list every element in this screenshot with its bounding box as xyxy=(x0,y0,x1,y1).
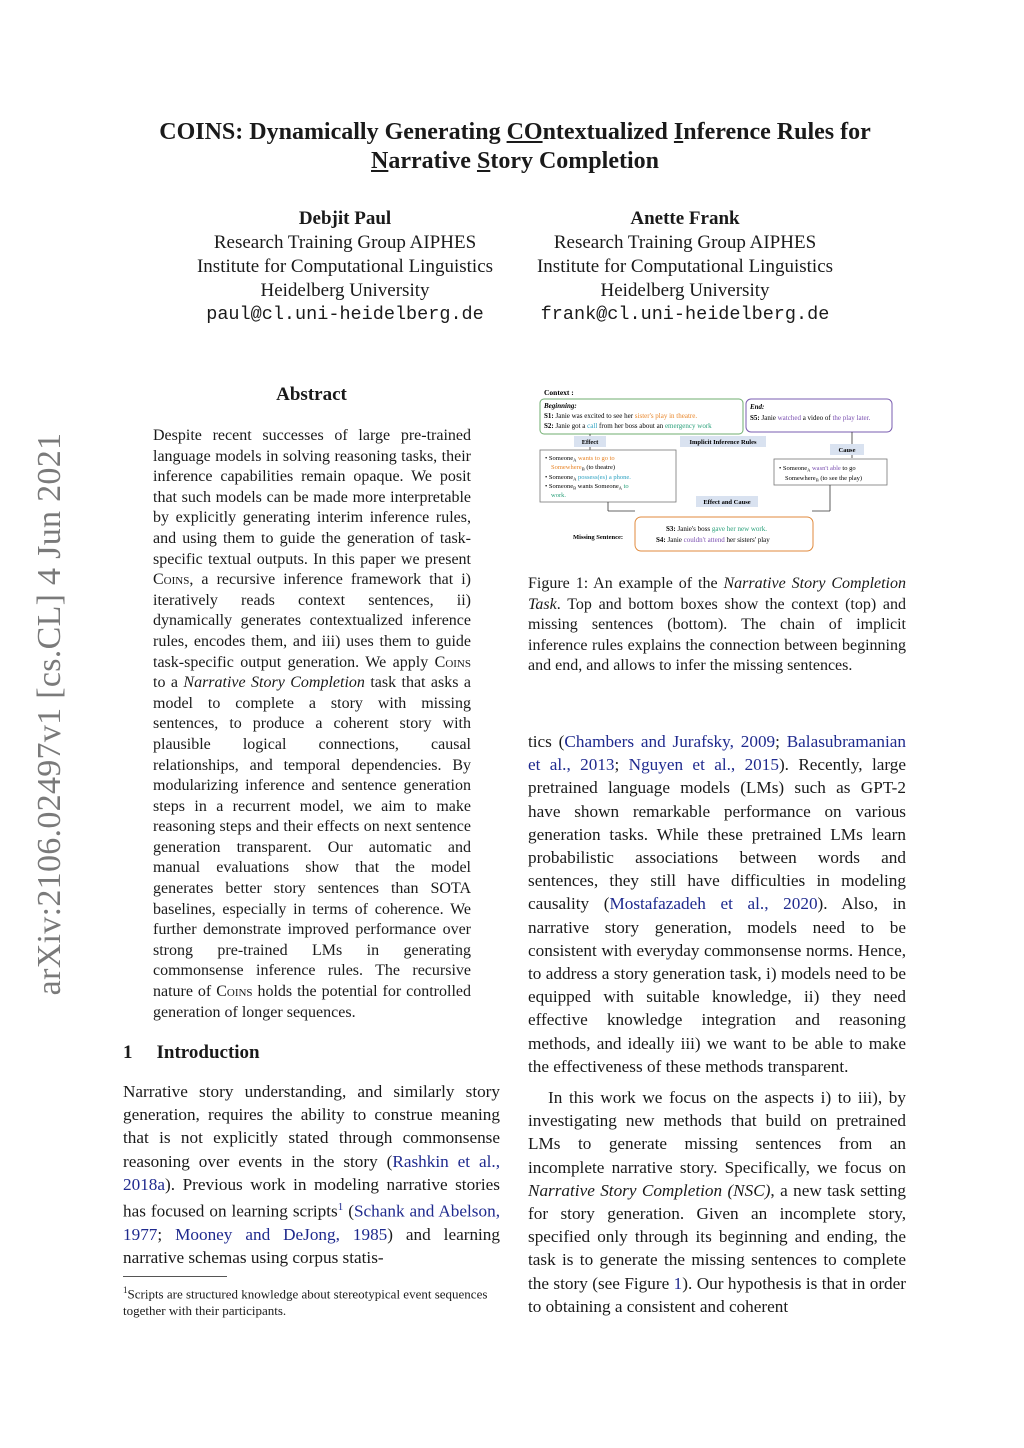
intro-paragraph-left: Narrative story understanding, and similarly story generation, requires the ability to construe meaning that is not explicitly stated through commonsense reasoning over events in the story (Rashkin et al., 2018a). Previous work in modeling narrative stories has focused on learning scripts$^1$ (Schank and Abelson, 1977; Mooney and DeJong, 1985) and learning narrative schemas using corpus statis- xyxy=(123,1082,500,1268)
effect-bullet-1: • Someone$_A$ wants to go to xyxy=(545,455,615,463)
author-name: Debjit Paul xyxy=(298,208,392,229)
paper-title xyxy=(100,118,930,176)
implicit-rules-label: Implicit Inference Rules xyxy=(689,439,757,446)
title-line-2: Narrative Story Completion xyxy=(371,148,659,174)
citation-link[interactable]: Schank and Abelson, 1977 xyxy=(123,1201,500,1244)
figure-caption: Figure 1: An example of the Narrative Story Completion Task. Top and bottom boxes show the context (top) and missing sentences (bottom). The chain of implicit inference rules explains the connection between beginning and end, and allows to infer the missing sentences. xyxy=(528,575,906,675)
figure-1-diagram xyxy=(530,383,905,558)
s5-line: S5: Janie watched a video of the play later. xyxy=(750,414,871,422)
effect-bullet-2: • Someone$_A$ possess(es) a phone. xyxy=(545,474,631,482)
author-group: Research Training Group AIPHES xyxy=(553,232,817,253)
author-block-2 xyxy=(515,207,855,327)
figure-ref-link[interactable]: 1 xyxy=(673,1273,683,1293)
author-email[interactable]: paul@cl.uni-heidelberg.de xyxy=(206,304,484,325)
footnote: $^1$Scripts are structured knowledge about stereotypical event sequences together with their participants. xyxy=(123,1285,488,1318)
effect-bullet-3-cont: work. xyxy=(551,492,566,499)
author-university: Heidelberg University xyxy=(600,280,770,301)
effect-cause-label: Effect and Cause xyxy=(703,499,751,506)
author-institute: Institute for Computational Linguistics xyxy=(196,256,494,277)
cause-line-2: Somewhere$_B$ (to see the play) xyxy=(785,475,863,483)
section-heading: 1 Introduction xyxy=(123,1042,260,1063)
citation-link[interactable]: Balasubramanian et al., 2013 xyxy=(528,732,907,775)
author-block-1 xyxy=(175,207,515,327)
citation-link[interactable]: Mostafazadeh et al., 2020 xyxy=(609,894,818,914)
citation-link[interactable]: Mooney and DeJong, 1985 xyxy=(175,1224,388,1244)
author-group: Research Training Group AIPHES xyxy=(213,232,477,253)
citation-link[interactable]: Chambers and Jurafsky, 2009 xyxy=(564,732,776,751)
intro-paragraph-right xyxy=(528,730,906,1318)
cause-label: Cause xyxy=(838,447,856,454)
effect-bullet-1-cont: Somewhere$_B$ (to theatre) xyxy=(551,464,616,472)
s1-line: S1: Janie was excited to see her sister's play in theatre. xyxy=(544,412,698,420)
s3-line: S3: Janie's boss gave her new work. xyxy=(666,525,768,533)
author-name: Anette Frank xyxy=(630,208,740,229)
citation-link[interactable]: Nguyen et al., 2015 xyxy=(628,755,779,775)
paragraph: In this work we focus on the aspects i) to iii), by investigating new methods that build on pretrained LMs to generate missing sentences from an incomplete narrative story. Specifically, we focus on Narrative Story Completion (NSC), a new task setting for story generation. Given an incomplete story, specified only through its beginning and ending, the task is to generate the missing sentences to complete the story (see Figure 1). Our hypothesis is that in order to obtaining a consistent and coherent xyxy=(528,1088,906,1316)
s2-line: S2: Janie got a call from her boss about an emergency work xyxy=(544,422,712,430)
end-label: End: xyxy=(750,403,765,411)
arxiv-identifier: arXiv:2106.02497v1 [cs.CL] 4 Jun 2021 xyxy=(31,432,68,996)
effect-bullet-3: • Someone$_B$ wants Someone$_A$ to xyxy=(545,483,629,491)
author-email[interactable]: frank@cl.uni-heidelberg.de xyxy=(540,304,830,325)
author-institute: Institute for Computational Linguistics xyxy=(536,256,834,277)
abstract-heading: Abstract xyxy=(276,384,347,405)
abstract-text: Despite recent successes of large pre-trained language models in solving reasoning tasks, their inference capabilities remain opaque. We posit that such models can be made more interpretable by explicitly generating interim inference rules, and using them to guide the generation of task-specific textual outputs. In this paper we present Coins, a recursive inference framework that i) iteratively reads context sentences, ii) dynamically generates contextualized inference rules, encodes them, and iii) uses them to guide task-specific output generation. We apply Coins to a Narrative Story Completion task that asks a model to complete a story with missing sentences, to produce a coherent story with plausible logical connections, causal relationships, and temporal dependencies. By modularizing inference and sentence generation steps in a recurrent model, we aim to make reasoning steps and their effects on next sentence generation transparent. Our automatic and manual evaluations show that the model generates better story sentences than SOTA baselines, especially in terms of coherence. We further demonstrate improved performance over strong pre-trained LMs in generating commonsense inference rules. The recursive nature of Coins holds the potential for controlled generation of longer sequences. xyxy=(153,427,471,1021)
author-university: Heidelberg University xyxy=(260,280,430,301)
beginning-label: Beginning: xyxy=(544,402,577,410)
missing-label: Missing Sentence: xyxy=(573,534,624,541)
context-label: Context : xyxy=(544,388,574,397)
title-line-1: COINS: Dynamically Generating COntextualized Inference Rules for xyxy=(159,119,871,145)
cause-line-1: • Someone$_A$ wasn't able to go xyxy=(779,465,856,473)
footnote-ref[interactable]: 1 xyxy=(337,1201,344,1214)
citation-link[interactable]: Rashkin et al., 2018a xyxy=(123,1151,500,1194)
paragraph: tics (Chambers and Jurafsky, 2009; Balasubramanian et al., 2013; Nguyen et al., 2015). Recently, large pretrained language models (LMs) such as GPT-2 have shown remarkable performance on various generation tasks. While these pretrained LMs learn probabilistic associations between words and sentences, they still have difficulties in modeling causality (Mostafazadeh et al., 2020). Also, in narrative story generation, models need to be consistent with everyday commonsense norms. Hence, to address a story generation task, i) models need to be equipped with suitable knowledge, ii) they need effective knowledge integration and reasoning methods, and ideally iii) we want to be able to make the effectiveness of these methods transparent. xyxy=(528,732,907,1076)
effect-label: Effect xyxy=(581,439,599,446)
missing-sentence-box xyxy=(635,517,813,551)
footnote-rule xyxy=(123,1276,227,1277)
s4-line: S4: Janie couldn't attend her sisters' play xyxy=(656,536,770,544)
